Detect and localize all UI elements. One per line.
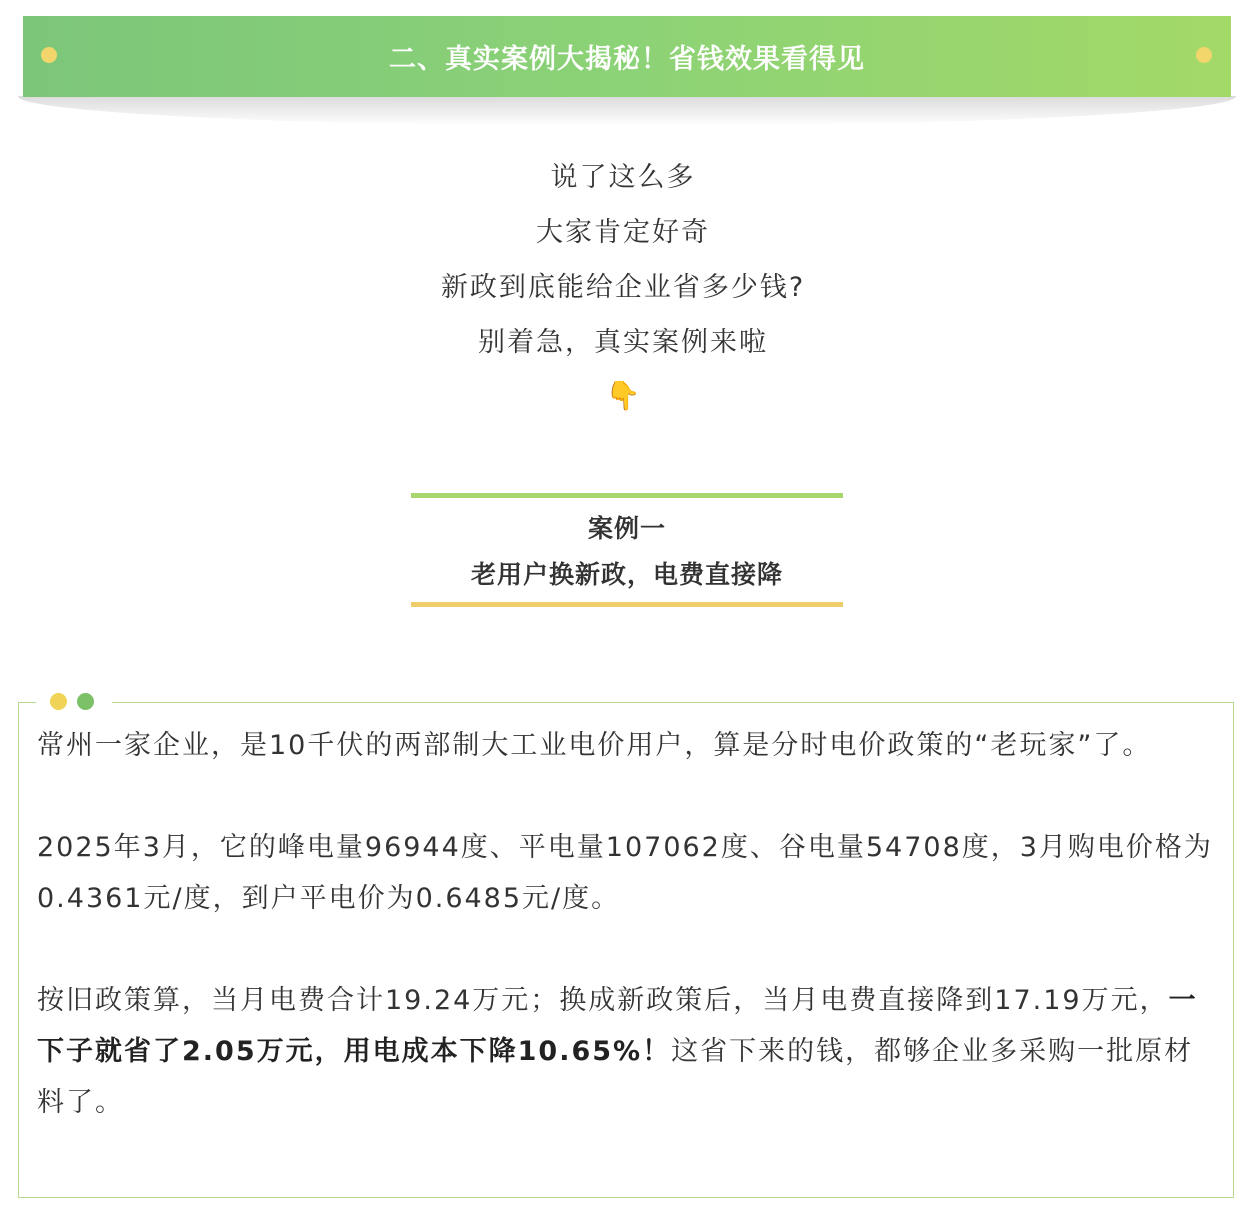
intro-text-block (0, 150, 1246, 422)
case-subtitle: 老用户换新政，电费直接降 (470, 560, 783, 589)
case-label: 案例一 (587, 514, 666, 543)
case-content-text (37, 720, 1217, 1128)
green-dot-icon (77, 693, 94, 710)
decorative-dot-right (1196, 47, 1212, 63)
header-shadow (18, 96, 1236, 126)
savings-text-before: 按旧政策算，当月电费合计19.24万元；换成新政策后，当月电费直接降到17.19万元， (37, 985, 1169, 1016)
yellow-dot-icon (50, 693, 67, 710)
intro-line: 大家肯定好奇 (536, 217, 710, 248)
pointing-down-icon: 👇 (605, 379, 641, 412)
case-bottom-divider (411, 602, 843, 607)
section-title: 二、真实案例大揭秘！省钱效果看得见 (389, 44, 865, 75)
intro-line: 新政到底能给企业省多少钱? (440, 272, 806, 303)
box-decoration (36, 689, 112, 715)
case-top-divider (411, 493, 843, 498)
paragraph-savings (37, 975, 1217, 1128)
section-header-banner (23, 16, 1231, 97)
paragraph-usage-data: 2025年3月，它的峰电量96944度、平电量107062度、谷电量54708度，3月购电价格为0.4361元/度，到户平电价为0.6485元/度。 (37, 832, 1213, 914)
savings-highlight: 一下子就省了2.05万元，用电成本下降10.65%！ (37, 985, 1198, 1067)
intro-line: 别着急，真实案例来啦 (478, 327, 768, 358)
paragraph-company-intro: 常州一家企业，是10千伏的两部制大工业电价用户，算是分时电价政策的“老玩家”了。 (37, 730, 1152, 761)
intro-line: 说了这么多 (550, 162, 696, 193)
savings-text-after: 这省下来的钱，都够企业多采购一批原材料了。 (37, 1036, 1194, 1118)
decorative-dot-left (41, 47, 57, 63)
case-heading (411, 506, 843, 598)
